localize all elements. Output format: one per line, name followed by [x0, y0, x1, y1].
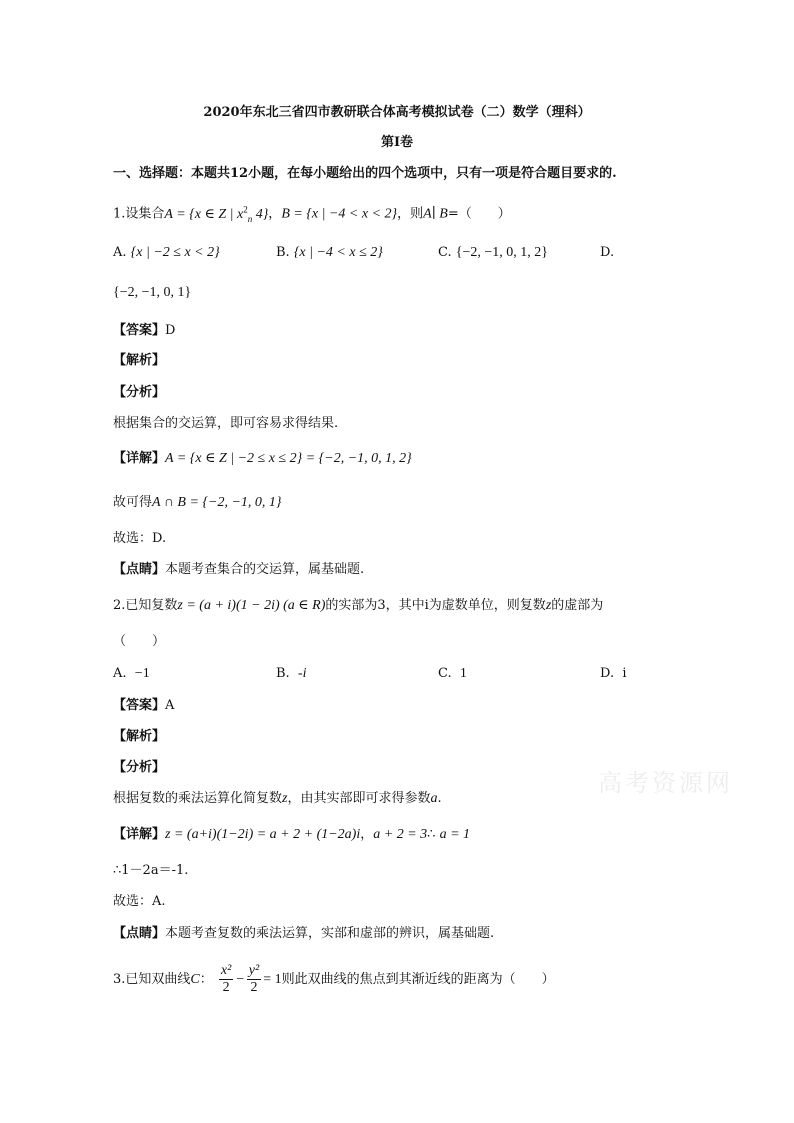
section-header: 一、选择题：本题共12小题，在每小题给出的四个选项中，只有一项是符合题目要求的. — [113, 166, 617, 181]
q1-option-d-label: D. — [600, 245, 615, 260]
page-title: 2020年东北三省四市教研联合体高考模拟试卷（二）数学（理科） — [203, 105, 591, 120]
q2-stem-mid: 的实部为3，其中i为虚数单位，则复数 — [325, 598, 546, 613]
watermark: 高考资源网 — [598, 769, 733, 797]
q1-choose: 故选：D. — [113, 531, 167, 546]
answer-label: 【答案】 — [113, 698, 166, 713]
q1-option-b — [276, 244, 383, 262]
q2-detail-math: z = (a+i)(1−2i) = a + 2 + (1−2a)i — [165, 827, 361, 842]
q2-option-b — [276, 665, 307, 683]
q1-result-prefix: 故可得 — [113, 495, 153, 510]
q2-detail-comma: ， — [360, 827, 374, 842]
q1-stem-prefix: 1.设集合 — [113, 206, 165, 222]
q1-set-b: B = {x | −4 < x < 2} — [281, 206, 398, 222]
q2-detail-eq1: a + 2 = 3 — [373, 827, 428, 842]
q3-eq: = 1 — [263, 972, 282, 987]
q2-analysis-label: 【解析】 — [113, 729, 166, 744]
q2-fenxi-end: . — [437, 791, 442, 806]
q1-set-a: A = {x ∈ Z | $x^2_n$ 4} — [164, 204, 269, 224]
q3-fraction-x-num: x² — [220, 963, 232, 978]
q2-fenxi-text — [113, 790, 442, 808]
q1-analysis-label: 【解析】 — [113, 353, 166, 368]
q3-stem — [113, 962, 555, 998]
q2-z: z — [545, 598, 552, 613]
q3-stem-end: 则此双曲线的焦点到其渐近线的距离为（ ） — [281, 972, 555, 987]
q1-option-c — [438, 244, 548, 262]
q1-result-math: A ∩ B = {−2, −1, 0, 1} — [152, 495, 282, 510]
q1-stem-end: =（ ） — [447, 206, 511, 222]
q2-choose: 故选：A. — [113, 894, 166, 909]
q2-stem — [113, 597, 603, 615]
q3-fraction-x-den: 2 — [222, 980, 230, 995]
q1-option-a — [113, 244, 220, 262]
q2-option-c — [438, 665, 467, 683]
q2-option-a-label: A. — [113, 666, 127, 681]
q2-paren: （ ） — [113, 634, 166, 649]
q1-option-d-text — [113, 284, 191, 302]
q2-comment-text: 本题考查复数的乘法运算，实部和虚部的辨识，属基础题. — [165, 926, 495, 941]
q3-fraction-y-num: y² — [248, 963, 260, 978]
q1-detail-math: A = {x ∈ Z | −2 ≤ x ≤ 2} = {−2, −1, 0, 1, 2} — [165, 451, 412, 466]
answer-label: 【答案】 — [113, 323, 166, 338]
q1-fenxi-label: 【分析】 — [113, 385, 166, 400]
q3-fraction-y-den: 2 — [250, 980, 258, 995]
q2-fenxi-label: 【分析】 — [113, 760, 166, 775]
q1-option-a-label: A. — [113, 245, 127, 260]
q2-therefore: ∴1－2a＝-1. — [113, 863, 189, 878]
q1-option-b-label: B. — [276, 245, 290, 260]
q2-detail-therefore: ∴ — [427, 827, 436, 842]
detail-label: 【详解】 — [113, 451, 166, 466]
q2-option-b-text: -i — [297, 666, 307, 681]
q1-stem — [113, 200, 511, 227]
q3-minus: − — [235, 972, 245, 987]
q1-fenxi-text: 根据集合的交运算，即可容易求得结果. — [113, 416, 339, 431]
q1-detail — [113, 450, 412, 468]
q2-answer — [113, 697, 174, 715]
q2-option-c-label: C. — [438, 666, 452, 681]
q3-fraction-x — [219, 963, 233, 996]
q2-option-a — [113, 665, 150, 683]
q2-option-c-text: 1 — [459, 666, 467, 681]
q2-answer-value: A — [165, 698, 175, 713]
comment-label: 【点睛】 — [113, 926, 166, 941]
q1-comment-text: 本题考查集合的交运算，属基础题. — [165, 562, 365, 577]
q1-stem-suffix: ，则 — [397, 206, 424, 222]
q2-option-d-text: i — [622, 666, 627, 681]
q1-option-b-text: {x | −4 < x ≤ 2} — [293, 245, 383, 260]
q2-fenxi-mid: ，由其实部即可求得参数 — [287, 791, 431, 806]
q2-fenxi-a: a — [430, 791, 438, 806]
q2-expr: z = (a + i)(1 − 2i) (a ∈ R) — [177, 598, 326, 613]
q2-comment — [113, 925, 494, 943]
q1-comma: ， — [268, 206, 282, 222]
q1-set-a-head: A = {x ∈ Z | x — [164, 206, 244, 222]
q2-option-d — [600, 665, 627, 683]
detail-label: 【详解】 — [113, 827, 166, 842]
q2-stem-prefix: 2.已知复数 — [113, 598, 178, 613]
q1-intersect: A∣ B — [423, 206, 448, 222]
q2-fenxi-z: z — [282, 791, 288, 806]
q3-stem-prefix: 3.已知双曲线 — [113, 972, 191, 987]
q2-option-b-label: B. — [276, 666, 290, 681]
q2-detail — [113, 826, 470, 844]
q3-fraction-y — [247, 963, 261, 996]
q1-option-c-label: C. — [438, 245, 452, 260]
q1-answer-value: D — [165, 323, 176, 338]
q2-option-a-text: −1 — [134, 666, 150, 681]
q2-fenxi-pre: 根据复数的乘法运算化简复数 — [113, 791, 283, 806]
q1-comment — [113, 561, 364, 579]
q2-stem-end: 的虚部为 — [551, 598, 604, 613]
q1-result — [113, 494, 282, 512]
q2-detail-eq2: a = 1 — [439, 827, 471, 842]
q1-answer — [113, 322, 175, 340]
q1-option-d-value: {−2, −1, 0, 1} — [113, 285, 192, 300]
q1-set-a-tail: 4} — [252, 206, 269, 222]
q1-option-a-text: {x | −2 ≤ x < 2} — [130, 245, 220, 260]
q3-c: C — [190, 972, 200, 987]
comment-label: 【点睛】 — [113, 562, 166, 577]
q3-colon: ： — [199, 972, 213, 987]
q2-option-d-label: D. — [600, 666, 615, 681]
q1-option-c-text: {−2, −1, 0, 1, 2} — [455, 245, 548, 260]
volume-label: 第Ⅰ卷 — [380, 135, 414, 150]
